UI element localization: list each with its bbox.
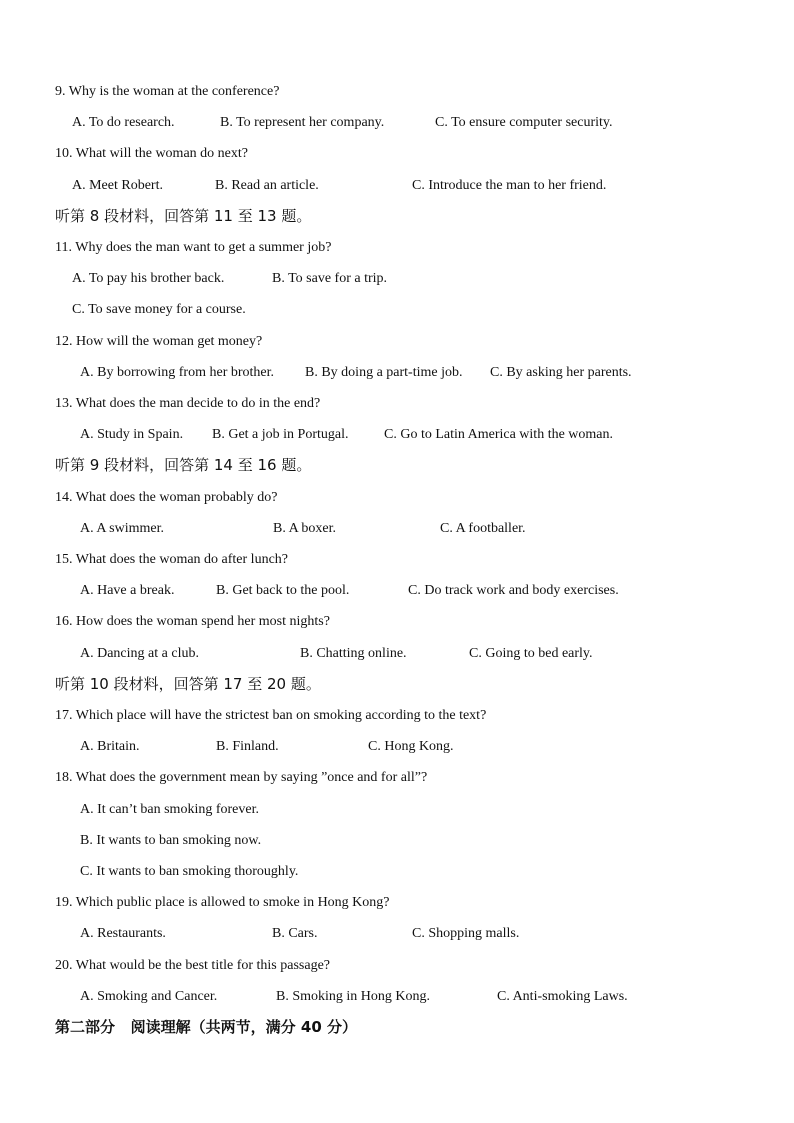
section-9-heading: 听第 9 段材料，回答第 14 至 16 题。 bbox=[55, 456, 312, 474]
question-20-option-c: C. Anti-smoking Laws. bbox=[497, 989, 628, 1004]
question-10-option-c: C. Introduce the man to her friend. bbox=[412, 178, 607, 193]
question-13-option-a: A. Study in Spain. bbox=[80, 427, 184, 442]
question-17-stem: 17. Which place will have the strictest ban on smoking according to the text? bbox=[55, 708, 487, 723]
question-10-option-b: B. Read an article. bbox=[215, 178, 319, 193]
question-18-stem: 18. What does the government mean by saying ”once and for all”? bbox=[55, 770, 428, 785]
question-20-option-b: B. Smoking in Hong Kong. bbox=[276, 989, 431, 1004]
question-14-stem: 14. What does the woman probably do? bbox=[55, 490, 278, 505]
question-15-option-b: B. Get back to the pool. bbox=[216, 583, 350, 598]
question-15-option-a: A. Have a break. bbox=[80, 583, 175, 598]
question-12-option-b: B. By doing a part-time job. bbox=[305, 365, 463, 380]
question-15-stem: 15. What does the woman do after lunch? bbox=[55, 552, 289, 567]
part-two-heading: 第二部分 阅读理解（共两节，满分 40 分） bbox=[55, 1018, 357, 1036]
question-17-option-b: B. Finland. bbox=[216, 739, 279, 754]
question-17-option-a: A. Britain. bbox=[80, 739, 140, 754]
question-16-option-b: B. Chatting online. bbox=[300, 646, 407, 661]
question-11-option-b: B. To save for a trip. bbox=[272, 271, 388, 286]
question-15-option-c: C. Do track work and body exercises. bbox=[408, 583, 619, 598]
question-20-option-a: A. Smoking and Cancer. bbox=[80, 989, 218, 1004]
question-19-stem: 19. Which public place is allowed to smoke in Hong Kong? bbox=[55, 895, 390, 910]
section-8-heading: 听第 8 段材料，回答第 11 至 13 题。 bbox=[55, 207, 312, 225]
question-16-option-c: C. Going to bed early. bbox=[469, 646, 593, 661]
question-19-option-c: C. Shopping malls. bbox=[412, 926, 520, 941]
question-9-option-c: C. To ensure computer security. bbox=[435, 115, 613, 130]
question-13-stem: 13. What does the man decide to do in the end? bbox=[55, 396, 321, 411]
question-11-option-a: A. To pay his brother back. bbox=[72, 271, 225, 286]
question-10-stem: 10. What will the woman do next? bbox=[55, 146, 248, 161]
question-12-option-a: A. By borrowing from her brother. bbox=[80, 365, 275, 380]
question-20-stem: 20. What would be the best title for this passage? bbox=[55, 958, 331, 973]
question-14-option-a: A. A swimmer. bbox=[80, 521, 165, 536]
question-18-option-b: B. It wants to ban smoking now. bbox=[80, 833, 262, 848]
question-13-option-b: B. Get a job in Portugal. bbox=[212, 427, 349, 442]
question-16-stem: 16. How does the woman spend her most nights? bbox=[55, 614, 330, 629]
question-19-option-b: B. Cars. bbox=[272, 926, 318, 941]
question-9-stem: 9. Why is the woman at the conference? bbox=[55, 84, 280, 99]
question-12-option-c: C. By asking her parents. bbox=[490, 365, 632, 380]
question-11-option-c: C. To save money for a course. bbox=[72, 302, 246, 317]
question-14-option-b: B. A boxer. bbox=[273, 521, 337, 536]
question-12-stem: 12. How will the woman get money? bbox=[55, 334, 263, 349]
question-11-stem: 11. Why does the man want to get a summer job? bbox=[55, 240, 332, 255]
question-10-option-a: A. Meet Robert. bbox=[72, 178, 163, 193]
question-18-option-c: C. It wants to ban smoking thoroughly. bbox=[80, 864, 299, 879]
question-9-option-b: B. To represent her company. bbox=[220, 115, 385, 130]
question-17-option-c: C. Hong Kong. bbox=[368, 739, 454, 754]
question-9-option-a: A. To do research. bbox=[72, 115, 175, 130]
question-13-option-c: C. Go to Latin America with the woman. bbox=[384, 427, 614, 442]
question-19-option-a: A. Restaurants. bbox=[80, 926, 166, 941]
question-16-option-a: A. Dancing at a club. bbox=[80, 646, 199, 661]
section-10-heading: 听第 10 段材料，回答第 17 至 20 题。 bbox=[55, 675, 321, 693]
question-14-option-c: C. A footballer. bbox=[440, 521, 526, 536]
question-18-option-a: A. It can’t ban smoking forever. bbox=[80, 802, 259, 817]
